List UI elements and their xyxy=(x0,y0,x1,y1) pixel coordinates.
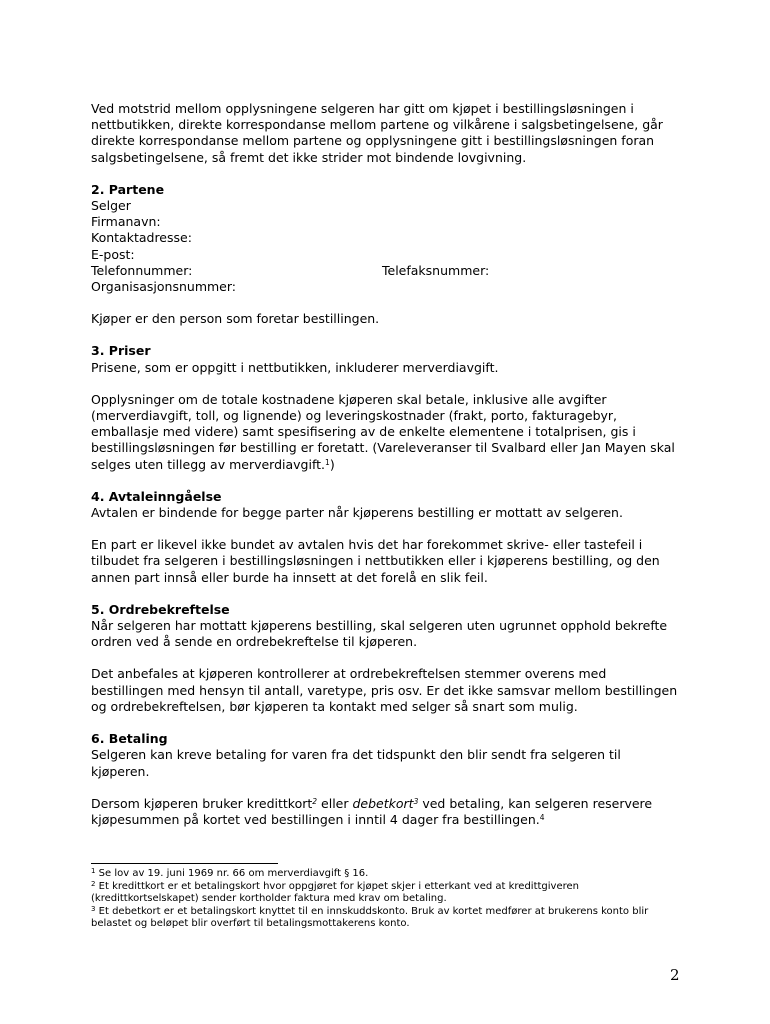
prices-paragraph-1: Prisene, som er oppgitt i nettbutikken, inkluderer merverdiavgift. xyxy=(91,359,499,375)
payment-text-a: Dersom kjøperen bruker kredittkort xyxy=(91,795,313,811)
footnote xyxy=(91,881,681,906)
phone-label: Telefonnummer: xyxy=(91,262,193,278)
intro-paragraph: Ved motstrid mellom opplysningene selgeren har gitt om kjøpet i bestillingsløsningen i nettbutikken, direkte korrespondanse mellom partene og vilkårene i salgsbetingelsene, går direkte korrespondanse mellom partene og opplysningene gitt i bestillingsløsningen foran salgsbetingelsene, så fremt det ikke strider mot bindende lovgivning. xyxy=(91,101,663,165)
section-order-confirmation xyxy=(91,602,681,715)
phone-fax-line xyxy=(91,263,681,279)
company-name-label: Firmanavn: xyxy=(91,214,161,230)
email-label: E-post: xyxy=(91,246,135,262)
buyer-paragraph: Kjøper er den person som foretar bestillingen. xyxy=(91,311,380,327)
payment-text-b: eller xyxy=(317,795,353,811)
footnote-number: 2 xyxy=(91,879,96,888)
section-heading: 3. Priser xyxy=(91,343,151,359)
section-heading: 6. Betaling xyxy=(91,731,168,747)
payment-text-c: ved betaling, kan selgeren reservere kjøpesummen på kortet ved bestillingen i inntil 4 dager fra bestillingen. xyxy=(91,795,653,827)
footnote-ref: 1 xyxy=(325,457,330,467)
prices-paragraph-2 xyxy=(91,392,681,473)
footnote-number: 1 xyxy=(91,867,96,875)
footnote-text: Et kredittkort er et betalingskort hvor oppgjøret for kjøpet skjer i etterkant ved at kredittgiveren (kredittkortselskapet) sender kortholder faktura med krav om betaling. xyxy=(91,880,579,904)
footnote-ref: 3 xyxy=(413,796,419,806)
footnote xyxy=(91,868,681,881)
footnote-text: Se lov av 19. juni 1969 nr. 66 om merverdiavgift § 16. xyxy=(95,868,369,879)
closing-paren: ) xyxy=(329,456,335,472)
agreement-paragraph-1: Avtalen er bindende for begge parter når kjøperens bestilling er mottatt av selgeren. xyxy=(91,505,623,521)
page-number: 2 xyxy=(670,966,680,984)
seller-label: Selger xyxy=(91,198,131,214)
agreement-paragraph-2: En part er likevel ikke bundet av avtalen hvis det har forekommet skrive- eller tastefeil i tilbudet fra selgeren i bestillingsløsningen i nettbutikken eller i kjøperens bestilling, og den annen part innså eller burde ha innsett at det forelå en slik feil. xyxy=(91,537,660,585)
section-parties xyxy=(91,182,681,295)
payment-paragraph-1: Selgeren kan kreve betaling for varen fra det tidspunkt den blir sendt fra selgeren til kjøperen. xyxy=(91,747,621,779)
section-heading: 4. Avtaleinngåelse xyxy=(91,488,222,504)
confirmation-paragraph-2: Det anbefales at kjøperen kontrollerer at ordrebekreftelsen stemmer overens med bestillingen med hensyn til antall, varetype, pris osv. Er det ikke samsvar mellom bestillingen og ordrebekreftelsen, bør kjøperen ta kontakt med selger så snart som mulig. xyxy=(91,666,678,714)
footnote-text: Et debetkort er et betalingskort knyttet til en innskuddskonto. Bruk av kortet medfører at brukerens konto blir belastet og beløpet blir overført til betalingsmottakerens konto. xyxy=(91,905,649,929)
footnote-separator xyxy=(91,863,278,864)
debit-card-term: debetkort xyxy=(352,795,414,811)
section-heading: 5. Ordrebekreftelse xyxy=(91,601,230,617)
prices-text: Opplysninger om de totale kostnadene kjøperen skal betale, inklusive alle avgifter (merverdiavgift, toll, og lignende) og leveringskostnader (frakt, porto, fakturagebyr, emballasje med videre) samt spesifisering av de enkelte elementene i totalprisen, gis i bestillingsløsningen før bestilling er foretatt. (Vareleveranser til Svalbard eller Jan Mayen skal selges uten tillegg av merverdiavgift. xyxy=(91,391,675,472)
footnote xyxy=(91,906,681,931)
section-payment xyxy=(91,731,681,828)
footnote-ref: 4 xyxy=(539,812,545,822)
fax-label: Telefaksnummer: xyxy=(382,262,490,278)
section-prices xyxy=(91,343,681,472)
payment-paragraph-2 xyxy=(91,796,681,828)
footnotes xyxy=(91,868,681,931)
section-heading: 2. Partene xyxy=(91,181,165,197)
footnote-number: 3 xyxy=(91,904,96,913)
org-number-label: Organisasjonsnummer: xyxy=(91,279,237,295)
section-agreement xyxy=(91,489,681,586)
footnote-ref: 2 xyxy=(312,796,318,806)
document-body xyxy=(91,101,681,844)
confirmation-paragraph-1: Når selgeren har mottatt kjøperens bestilling, skal selgeren uten ugrunnet opphold bekrefte ordren ved å sende en ordrebekreftelse til kjøperen. xyxy=(91,618,668,650)
contact-address-label: Kontaktadresse: xyxy=(91,230,192,246)
